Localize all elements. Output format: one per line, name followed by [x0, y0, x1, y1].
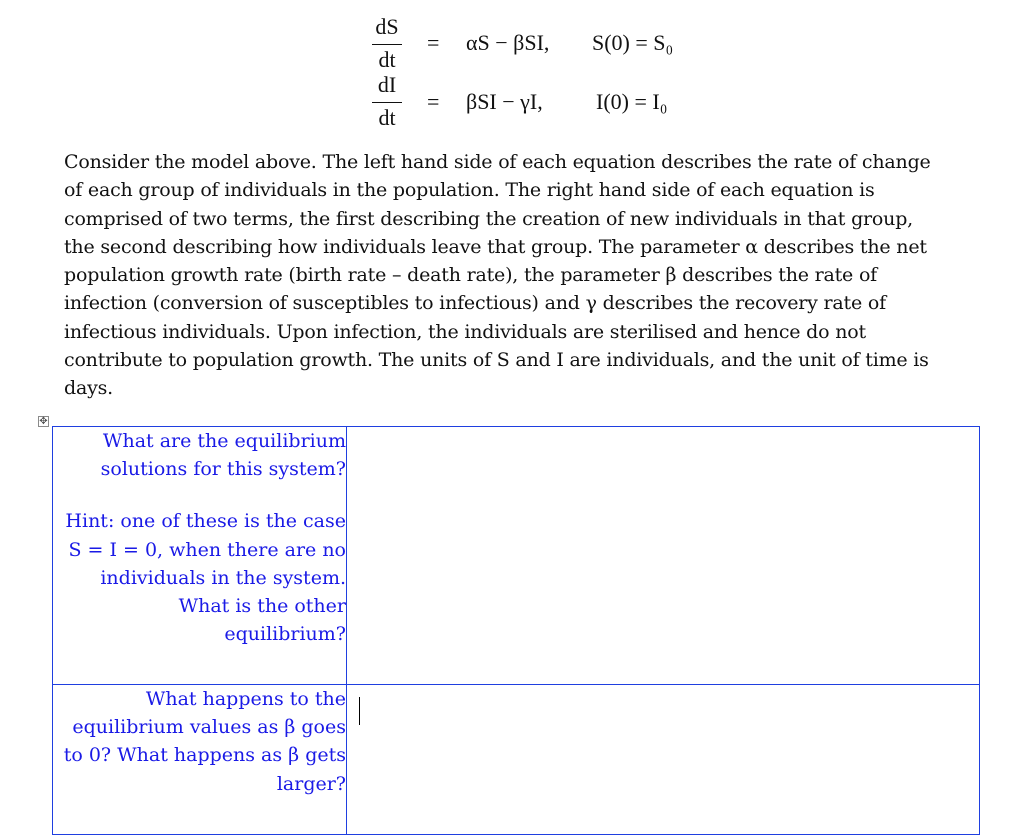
fraction-bar	[372, 102, 402, 103]
initial-condition: S(0) = S₀	[592, 30, 674, 55]
answer-cell[interactable]	[347, 427, 980, 685]
paragraph-line: days.	[64, 377, 114, 400]
equals-sign: =	[427, 30, 440, 55]
move-handle-icon[interactable]: ✥	[39, 416, 48, 427]
initial-condition: I(0) = I₀	[596, 89, 668, 114]
paragraph-line: Consider the model above. The left hand side of each equation describes the rate of change	[64, 151, 931, 173]
paragraph-line: population growth rate (birth rate – death rate), the parameter β describes the rate of	[64, 264, 878, 287]
paragraph-line: of each group of individuals in the population. The right hand side of each equation is	[64, 179, 875, 202]
question-text: What are the equilibrium solutions for this system?	[100, 430, 346, 481]
fraction-bar	[372, 44, 402, 45]
question-answer-table	[52, 426, 980, 835]
model-description	[64, 148, 999, 403]
equation-2	[0, 72, 1009, 132]
answer-cell[interactable]	[347, 685, 980, 835]
question-cell	[53, 685, 347, 835]
numerator: dI	[377, 72, 397, 97]
table-row	[53, 427, 980, 685]
paragraph-line: contribute to population growth. The units of S and I are individuals, and the unit of time is	[64, 349, 929, 372]
text-cursor	[359, 697, 360, 725]
numerator: dS	[375, 14, 399, 39]
paragraph-line: comprised of two terms, the first describing the creation of new individuals in that group,	[64, 207, 913, 230]
equation-rhs: αS − βSI,	[466, 30, 550, 55]
question-cell	[53, 427, 347, 685]
denominator: dt	[378, 47, 396, 72]
equation-rhs: βSI − γI,	[466, 89, 543, 114]
question-text: What happens to the equilibrium values as β goes to 0? What happens as β gets larger?	[63, 688, 346, 795]
paragraph-line: the second describing how individuals leave that group. The parameter α describes the net	[64, 235, 927, 258]
equation-1	[0, 14, 1009, 74]
paragraph-line: infectious individuals. Upon infection, the individuals are sterilised and hence do not	[64, 320, 866, 343]
table-row	[53, 685, 980, 835]
denominator: dt	[378, 105, 396, 130]
hint-text: Hint: one of these is the case S = I = 0, when there are no individuals in the system. What is the other equilibrium?	[65, 510, 346, 646]
equals-sign: =	[427, 89, 440, 114]
paragraph-line: infection (conversion of susceptibles to infectious) and γ describes the recovery rate of	[64, 292, 886, 315]
